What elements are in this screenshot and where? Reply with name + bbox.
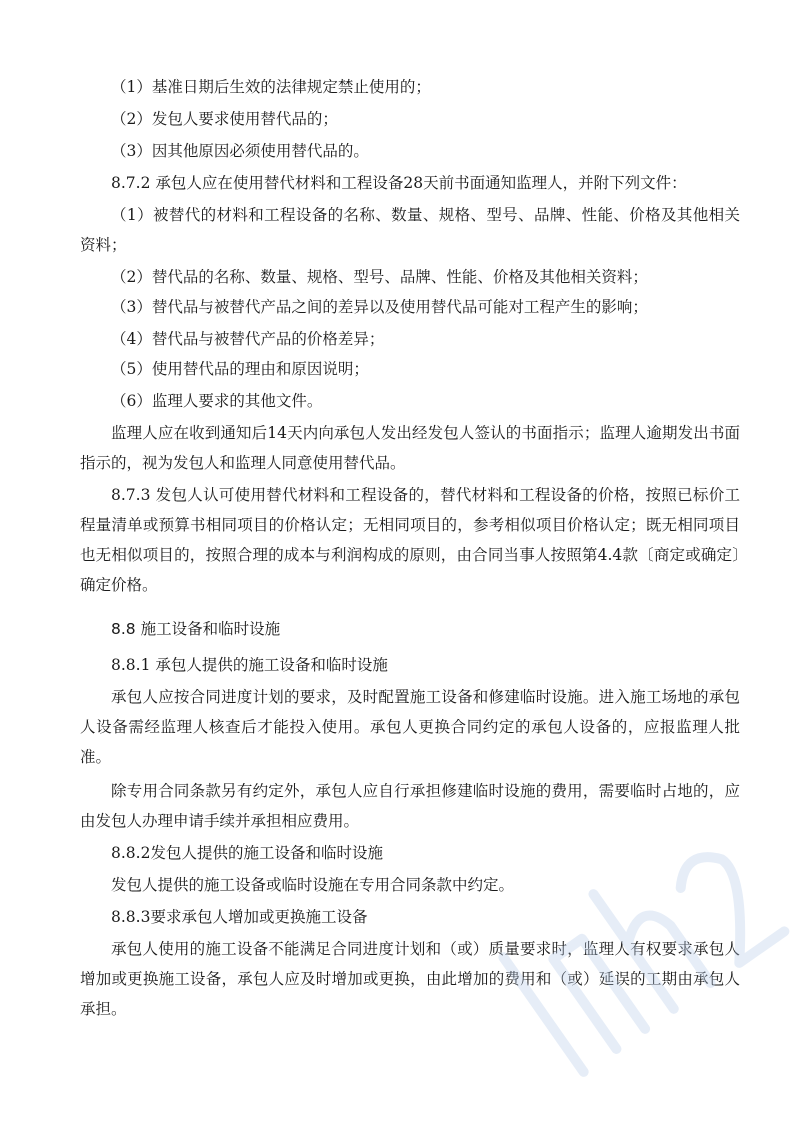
paragraph-list-2: （2）替代品的名称、数量、规格、型号、品牌、性能、价格及其他相关资料； xyxy=(111,268,648,286)
paragraph-list-3: （3）替代品与被替代产品之间的差异以及使用替代品可能对工程产生的影响； xyxy=(111,298,648,316)
paragraph-8-7-2: 8.7.2 承包人应在使用替代材料和工程设备28天前书面通知监理人，并附下列文件： xyxy=(111,174,687,192)
paragraph-equipment-replacement: 承包人使用的施工设备不能满足合同进度计划和（或）质量要求时，监理人有权要求承包人增加或更换施工设备，承包人应及时增加或更换，由此增加的费用和（或）延误的工期由承包人承担。 xyxy=(80,940,740,1018)
paragraph-contractor-equipment: 承包人应按合同进度计划的要求，及时配置施工设备和修建临时设施。进入施工场地的承包人设备需经监理人核查后才能投入使用。承包人更换合同约定的承包人设备的，应报监理人批准。 xyxy=(80,688,740,766)
section-heading-8-8: 8.8 施工设备和临时设施 xyxy=(111,620,281,638)
paragraph-item-2: （2）发包人要求使用替代品的； xyxy=(111,110,338,128)
paragraph-list-6: （6）监理人要求的其他文件。 xyxy=(111,392,323,410)
paragraph-8-8-2: 8.8.2发包人提供的施工设备和临时设施 xyxy=(111,844,383,862)
paragraph-8-8-1: 8.8.1 承包人提供的施工设备和临时设施 xyxy=(111,656,388,674)
paragraph-temporary-facilities-cost: 除专用合同条款另有约定外，承包人应自行承担修建临时设施的费用，需要临时占地的，应由发包人办理申请手续并承担相应费用。 xyxy=(80,782,740,830)
paragraph-list-5: （5）使用替代品的理由和原因说明； xyxy=(111,360,369,378)
paragraph-list-1: （1）被替代的材料和工程设备的名称、数量、规格、型号、品牌、性能、价格及其他相关资料； xyxy=(80,206,740,254)
paragraph-list-4: （4）替代品与被替代产品的价格差异； xyxy=(111,330,385,348)
paragraph-employer-equipment: 发包人提供的施工设备或临时设施在专用合同条款中约定。 xyxy=(111,876,515,894)
paragraph-8-8-3: 8.8.3要求承包人增加或更换施工设备 xyxy=(111,908,368,926)
paragraph-item-1: （1）基准日期后生效的法律规定禁止使用的； xyxy=(111,78,431,96)
paragraph-8-7-3: 8.7.3 发包人认可使用替代材料和工程设备的，替代材料和工程设备的价格，按照已标价工程量清单或预算书相同项目的价格认定；无相同项目的，参考相似项目价格认定；既无相同项目也无相似项目的，按照合理的成本与利润构成的原则，由合同当事人按照第4.4款〔商定或确定〕确定价格。 xyxy=(80,486,740,594)
paragraph-item-3: （3）因其他原因必须使用替代品的。 xyxy=(111,142,369,160)
paragraph-supervisor-instruction: 监理人应在收到通知后14天内向承包人发出经发包人签认的书面指示；监理人逾期发出书面指示的，视为发包人和监理人同意使用替代品。 xyxy=(80,424,740,472)
